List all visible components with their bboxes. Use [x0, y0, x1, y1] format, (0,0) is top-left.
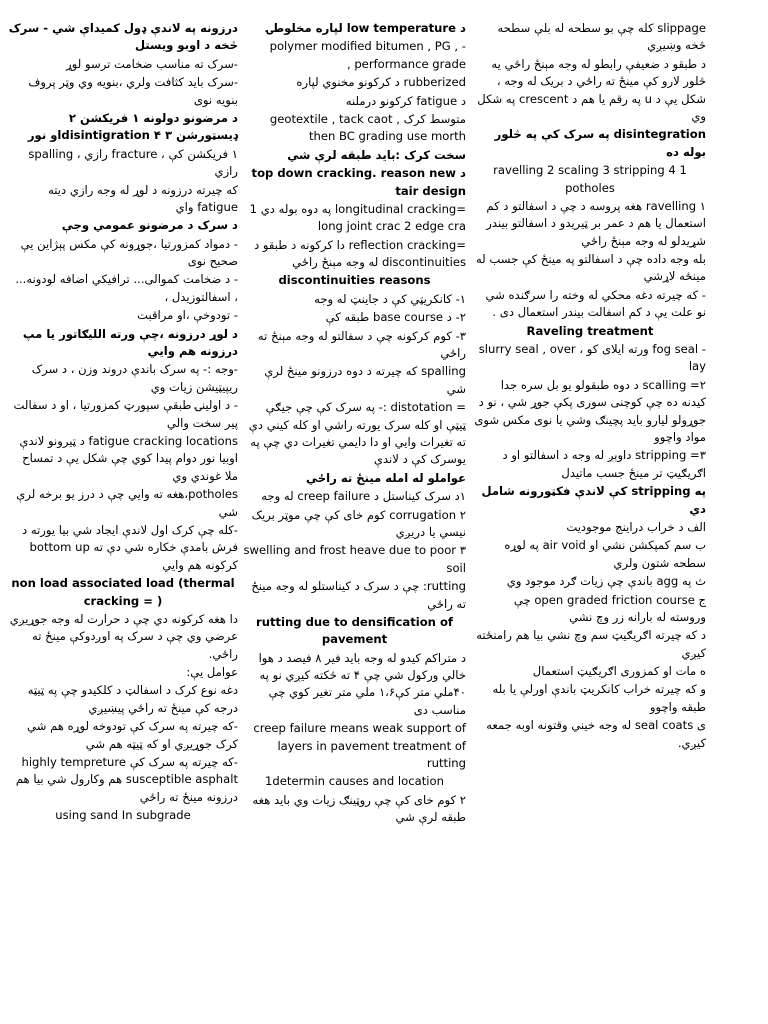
left-column-paragraph: -وجه :- په سرک باندې دروند وزن ، د سرک ريپيټيشن زيات وي	[31, 362, 238, 394]
right-column-paragraph: ث په agg باندې چې زيات ګرد موجود وي	[506, 574, 706, 589]
left-column-paragraph: potholes،هغه ته وايي چې د درز يو برخه لرې شي	[16, 487, 238, 519]
left-column-paragraph: -کله چې کرک اول لاندې ايجاد شي بيا يورته د فرش بامدې خکاره شي دې ته bottom up کرکونه هم وايي	[22, 522, 238, 572]
middle-column-paragraph: د متراکم کيدو له وجه بايد فير ۸ فيصد د هوا خالي ورکول شي چې ۴ ته څکته کيږي نو په ۴۰ملي متر کې۱،۶ ملي متر تغير کوي چې مناسب دی	[258, 650, 466, 717]
middle-column-paragraph: د low temperature لپاره مخلوطۍ	[266, 21, 466, 35]
left-column-paragraph: د مرضونو دولونه ۱ فريکشن ۲ ډيسټورشن ۳ disintigration ۴او نور	[27, 110, 238, 143]
left-column-paragraph: - دمواد کمزورتيا ،جوړونه کې مکس پېژاين يې صحيح نوی	[20, 236, 238, 269]
right-column-paragraph: ۱ ravelling هغه پروسه د چې د اسفالتو د کم استعمال يا هم د عمر بر ټيريدو د اسفالتو بيندر شړيدلو له وجه مېنځ راځي	[486, 198, 706, 248]
middle-column-paragraph: ۱- کانکريټي کې د جاينټ له وجه	[314, 291, 466, 306]
right-column-paragraph: disintegration په سرک کې په څلور بوله ده	[494, 127, 706, 159]
left-column-paragraph: د سرک د مرضونو عمومي وجې	[61, 218, 238, 233]
middle-column-paragraph: د fatigue کرکونو درملنه	[345, 93, 466, 108]
right-column-paragraph: الف د خراب دراينج موجوديت	[566, 519, 706, 534]
middle-column-paragraph: rutting: چې د سرک د کيناستلو له وجه مينځ ته راځي	[251, 579, 466, 611]
middle-column-paragraph: ۳- کوم کرکونه چې د سفالتو له وجه مېنځ ته راځي	[257, 328, 466, 361]
left-column-paragraph: non load associated load (thermal cracking = )	[11, 576, 235, 608]
middle-column-paragraph: discontinuities reasons	[278, 273, 431, 288]
left-column-paragraph: که چيرته درزونه د لوړ له وجه رازي ديته fatigue واي	[48, 182, 238, 214]
left-column-paragraph: د لوړ درزونه ،چې ورته الليګاتور يا مپ درزونه هم وايي	[22, 326, 238, 359]
left-column-paragraph: -که چيرته په سرک کې تودوخه لوړه هم شي کرک جوړيږي او که ټيټه هم شي	[27, 719, 238, 751]
middle-column-paragraph: spalling که چيرته د دوه درزونو مينځ لرې شي	[264, 364, 466, 396]
left-column-paragraph: -سرک ته مناسب ضخامت ترسو لوړ	[66, 56, 238, 71]
right-column-paragraph: ی seal coats له وجه خيني وقتونه اوبه جمعه کيږي.	[486, 718, 706, 750]
middle-column-paragraph: = distotation :- په سرک کې چې جيګې ټيټې او کله سرک يورته راشي او کله کيني دې ته تغيرات وايي او دا دايمي تغيرات دي چې په يوسرک کې د لاندې	[248, 400, 466, 467]
left-column-paragraph: -که چيرته په سرک کې highly tempreture susceptible asphalt هم وکارول شي بيا هم درزونه مينځ ته راځي	[15, 755, 238, 804]
middle-column-paragraph: =longitudinal cracking په دوه بوله دي 1 long joint crac 2 edge cra	[249, 201, 466, 234]
middle-column-paragraph: ۳ swelling and frost heave due to poor soil	[243, 543, 466, 575]
right-column-paragraph: د که چيرته اګريګيټ سم وچ نشي بيا هم رامنځته کيږي	[476, 628, 706, 660]
right-column-paragraph: ب سم کمپکشن نشي او air void په لوړه سطحه شتون ولري	[504, 538, 706, 570]
left-column-paragraph: fatigue cracking locations د ټيرونو لاندې اوبيا نور دوام پيدا کوي چې شکل يې د تمساح ملا غوندي وي	[19, 433, 238, 483]
middle-column-paragraph: عواملو له امله مينځ ته راځي	[306, 470, 466, 485]
left-column-paragraph: using sand In subgrade	[55, 808, 191, 823]
right-column-paragraph: - که چيرته دغه محکي له وخته را سرګنده شي نو علت يې د کم اسفالت بيندر استعمال دی .	[485, 287, 706, 320]
middle-column-paragraph: سخت کرک :بايد طبقه لرې شي	[287, 147, 466, 162]
middle-column-paragraph: - polymer modified bitumen , PG , performance grade ,	[269, 39, 466, 71]
right-column-paragraph: بله وجه داده چې د اسفالتو په مينځ کې جسب له مينځه لاړشي	[475, 252, 706, 284]
left-column-paragraph: - تودوخې ،او مراقبت	[137, 308, 238, 323]
left-column	[8, 20, 238, 826]
middle-column-paragraph: د top down cracking. reason new tair design	[251, 166, 466, 198]
right-column-paragraph: Raveling treatment	[526, 323, 654, 338]
left-column-paragraph: - د اولينۍ طبقې سپورټ کمزورتيا ، او د سفالت پير سخت والي	[13, 398, 238, 430]
right-column-paragraph: و که چيرته خراب کانکريټ باندې اورلې يا بله طبقه واچوو	[492, 682, 706, 714]
right-column-paragraph: - fog seal ورته ايلای کو ، slurry seal , over lay	[478, 342, 706, 374]
middle-column-paragraph: rubberized د کرکونو مخنوي لپاره	[296, 75, 466, 90]
right-column-paragraph: ۲= scalling د دوه طبقولو يو بل سره جدا کيدنه ده چې کوچنی سوری پکې جوړ شي ، نو د جوړولو ليارو بايد پچينګ وشي يا نوی مکس شوی مواد واچوو	[474, 377, 706, 444]
middle-column-paragraph: creep failure means weak support of layers in pavement treatment of rutting	[253, 721, 466, 771]
left-column-paragraph: ۱ فريکشن کې ، fracture رازي ، spalling رازي	[28, 146, 238, 179]
left-column-paragraph: دغه نوع کرک د اسفالټ د کلکيدو چې په ټيټه درجه کې مينځ ته راځي پيښيږي	[27, 683, 238, 715]
right-column	[474, 20, 706, 753]
middle-column-paragraph: =reflection cracking دا کرکونه د طبقو د discontinuities له وجه مېنځ راځي	[254, 237, 466, 270]
middle-column-paragraph: ۲ کوم خای کې چې روټينګ زيات وي بايد هغه طبقه لرې شي	[252, 792, 466, 825]
middle-column-paragraph: 1determin causes and location	[265, 774, 444, 789]
right-column-paragraph: ۳= stripping داوېږ له وجه د اسفالتو او د اګريګيټ تر مينځ جسب ماتيدل	[502, 448, 706, 480]
right-column-paragraph: ه مات او کمزوری اګريګيټ استعمال	[532, 664, 706, 679]
left-column-paragraph: عوامل يې:	[186, 665, 238, 680]
left-column-paragraph: درزونه په لاندې ډول کميداې شي - سرک څخه د اوبو ويستل	[8, 21, 238, 53]
right-column-paragraph: slippage کله چې بو سطحه له بلې سطحه څخه وښيږي	[497, 21, 706, 53]
middle-column-paragraph: ۲- د base course طبقه کې	[325, 310, 466, 325]
middle-column-paragraph: ۱د سرک کيناستل د creep failure له وجه	[261, 489, 466, 504]
left-column-paragraph: دا هغه کرکونه دي چې د حرارت له وجه جوړيږي عرضي وي چې د سرک په اوږدوکې مينځ ته راځي.	[9, 611, 238, 661]
right-column-paragraph: په stripping کې لاندې فکټورونه شامل دي	[481, 484, 706, 516]
right-column-paragraph: 1 ravelling 2 scaling 3 stripping 4 potholes	[493, 163, 687, 195]
middle-column-paragraph: ۲ corrugation کوم خای کې چې موټر بريک نيسي يا دريږي	[251, 507, 466, 539]
left-column-paragraph: - د ضخامت کموالی... ترافيکي اضافه لودونه... ، اسفالتوزيدل ،	[15, 272, 238, 304]
right-column-paragraph: د طبقو د ضعيفې رابطو له وجه مېنځ راځي يه څلور لارو کې مينځ ته راځي د بريک له وجه ، شکل يې د u په رقم يا هم د crescent په شکل وي	[477, 56, 706, 123]
middle-column-paragraph: متوسط کرک geotextile , tack caot , then BC grading use morth	[269, 111, 466, 144]
right-column-paragraph: ج open graded friction course چې وروسته له بارانه زر وچ نشي	[513, 592, 706, 624]
left-column-paragraph: -سرک بايد کثافت ولري ،بنويه وي وټر پروف بنويه نوی	[28, 75, 238, 107]
middle-column	[243, 20, 466, 828]
middle-column-paragraph: rutting due to densification of pavement	[256, 614, 453, 647]
